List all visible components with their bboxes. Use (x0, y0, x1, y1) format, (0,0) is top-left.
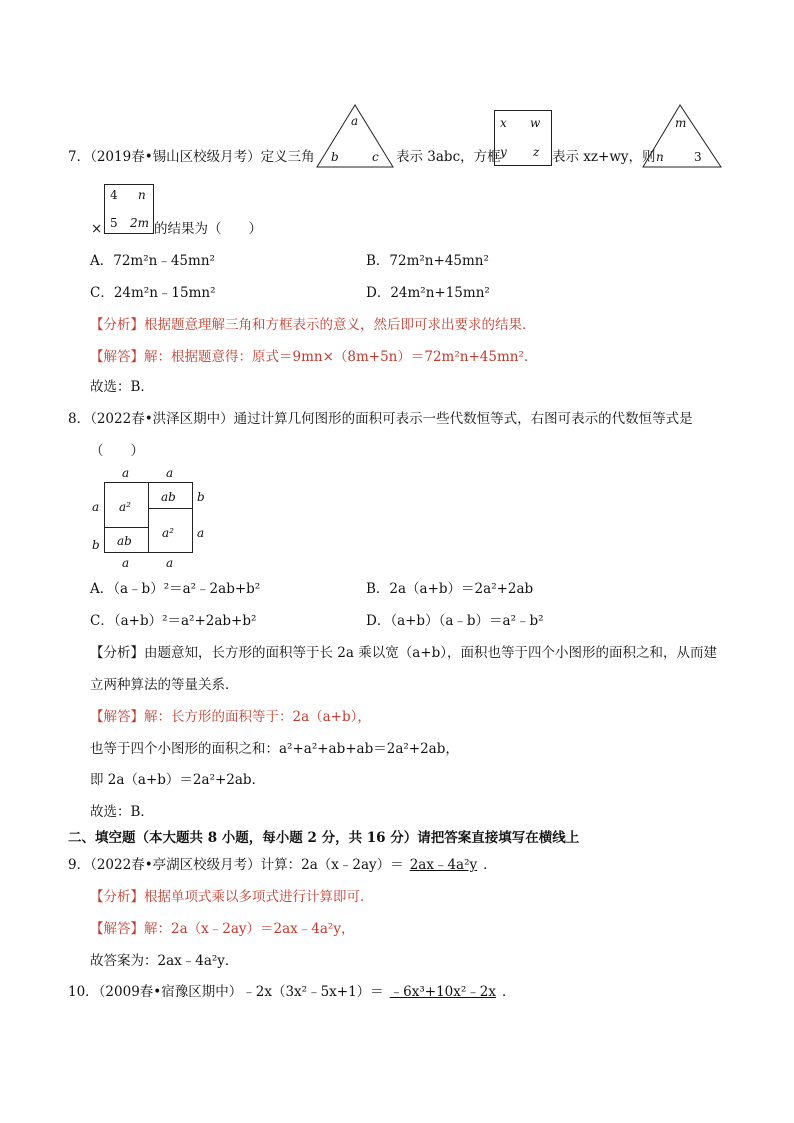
q7-solution: 【解答】解：根据题意得：原式＝9mn×（8m+5n）＝72m²n+45mn²． (90, 349, 538, 365)
q8-option-b: B．2a（a+b）＝2a²+2ab (366, 581, 534, 597)
box2-tr: n (138, 188, 146, 202)
q7-stem-middle1: 表示 3abc，方框 (396, 149, 501, 165)
q8-choice: 故选：B． (90, 804, 154, 820)
q10-answer-blank: ﹣6x³+10x²﹣2x (389, 984, 497, 1000)
q7-stem-prefix: 7．（2019春•锡山区校级月考）定义三角 (68, 149, 315, 165)
times-sign: × (91, 221, 103, 237)
q8-solution-line2: 也等于四个小图形的面积之和：a²+a²+ab+ab＝2a²+2ab， (90, 741, 459, 757)
box1-bl: y (500, 145, 507, 159)
tri1-left: b (331, 150, 339, 164)
fig-top-a2: a (166, 466, 174, 480)
q10-stem (68, 983, 516, 1001)
triangle-icon (642, 104, 722, 168)
q8-option-c: C．（a+b）²＝a²+2ab+b² (90, 613, 257, 629)
cell-ab-right: ab (161, 490, 176, 504)
box2-br: 2m (130, 216, 150, 230)
fig-bottom-a1: a (122, 556, 130, 570)
q8-solution-line3: 即 2a（a+b）＝2a²+2ab． (90, 772, 266, 788)
box1-br: z (533, 145, 540, 159)
q9-stem-end: ． (483, 857, 497, 873)
q9-stem (68, 856, 497, 874)
q9-stem-text: 9．（2022春•亭湖区校级月考）计算：2a（x﹣2ay）＝ (68, 857, 404, 873)
q7-analysis: 【分析】根据题意理解三角和方框表示的意义，然后即可求出要求的结果． (90, 317, 536, 333)
q8-analysis-line1: 【分析】由题意知，长方形的面积等于长 2a 乘以宽（a+b），面积也等于四个小图形的面积之和，从而建 (90, 645, 717, 661)
box2-tl: 4 (110, 188, 118, 202)
q9-final: 故答案为：2ax﹣4a²y． (90, 953, 239, 969)
cell-a2-left: a² (119, 500, 131, 514)
tri1-top: a (351, 114, 359, 128)
fig-left-a: a (92, 500, 100, 514)
q7-option-b: B．72m²n+45mn² (366, 253, 489, 269)
q7-stem-middle2: 表示 xz+wy，则 (552, 149, 656, 165)
q10-stem-text: 10．（2009春•宿豫区期中）﹣2x（3x²﹣5x+1）＝ (68, 984, 384, 1000)
q8-stem-line1: 8．（2022春•洪泽区期中）通过计算几何图形的面积可表示一些代数恒等式，右图可表示的代数恒等式是 (68, 411, 693, 427)
q7-choice: 故选：B． (90, 379, 154, 395)
q7-stem-suffix: 的结果为（ ） (154, 221, 262, 237)
tri2-top: m (675, 116, 687, 130)
cell-ab-left: ab (117, 534, 132, 548)
q8-analysis-line2: 立两种算法的等量关系． (90, 677, 239, 693)
q8-stem-line2: （ ） (90, 443, 144, 459)
q7-option-d: D．24m²n+15mn² (366, 285, 490, 301)
tri1-right: c (372, 150, 379, 164)
fig-bottom-a2: a (166, 556, 174, 570)
q8-solution-line1: 【解答】解：长方形的面积等于：2a（a+b）， (90, 709, 371, 725)
box1-tr: w (530, 116, 541, 130)
fig-left-b: b (92, 538, 100, 552)
q8-option-a: A．（a﹣b）²＝a²﹣2ab+b² (90, 581, 261, 597)
fig-right-a: a (197, 526, 205, 540)
q9-solution: 【解答】解：2a（x﹣2ay）＝2ax﹣4a²y， (90, 921, 355, 937)
box2-bl: 5 (110, 216, 118, 230)
q7-option-a: A．72m²n﹣45mn² (90, 253, 215, 269)
fig-right-b: b (197, 490, 205, 504)
section-2-heading: 二、填空题（本大题共 8 小题，每小题 2 分，共 16 分）请把答案直接填写在横线上 (68, 830, 580, 846)
q10-stem-end: ． (502, 984, 516, 1000)
q9-answer-blank: 2ax﹣4a²y (409, 857, 478, 873)
q7-option-c: C．24m²n﹣15mn² (90, 285, 216, 301)
cell-a2-right: a² (162, 526, 174, 540)
fig-top-a1: a (122, 466, 130, 480)
tri2-right: 3 (694, 150, 702, 164)
tri2-left: n (656, 150, 664, 164)
q9-analysis: 【分析】根据单项式乘以多项式进行计算即可． (90, 889, 374, 905)
box1-tl: x (500, 116, 507, 130)
q8-option-d: D．（a+b）（a﹣b）＝a²﹣b² (366, 613, 544, 629)
